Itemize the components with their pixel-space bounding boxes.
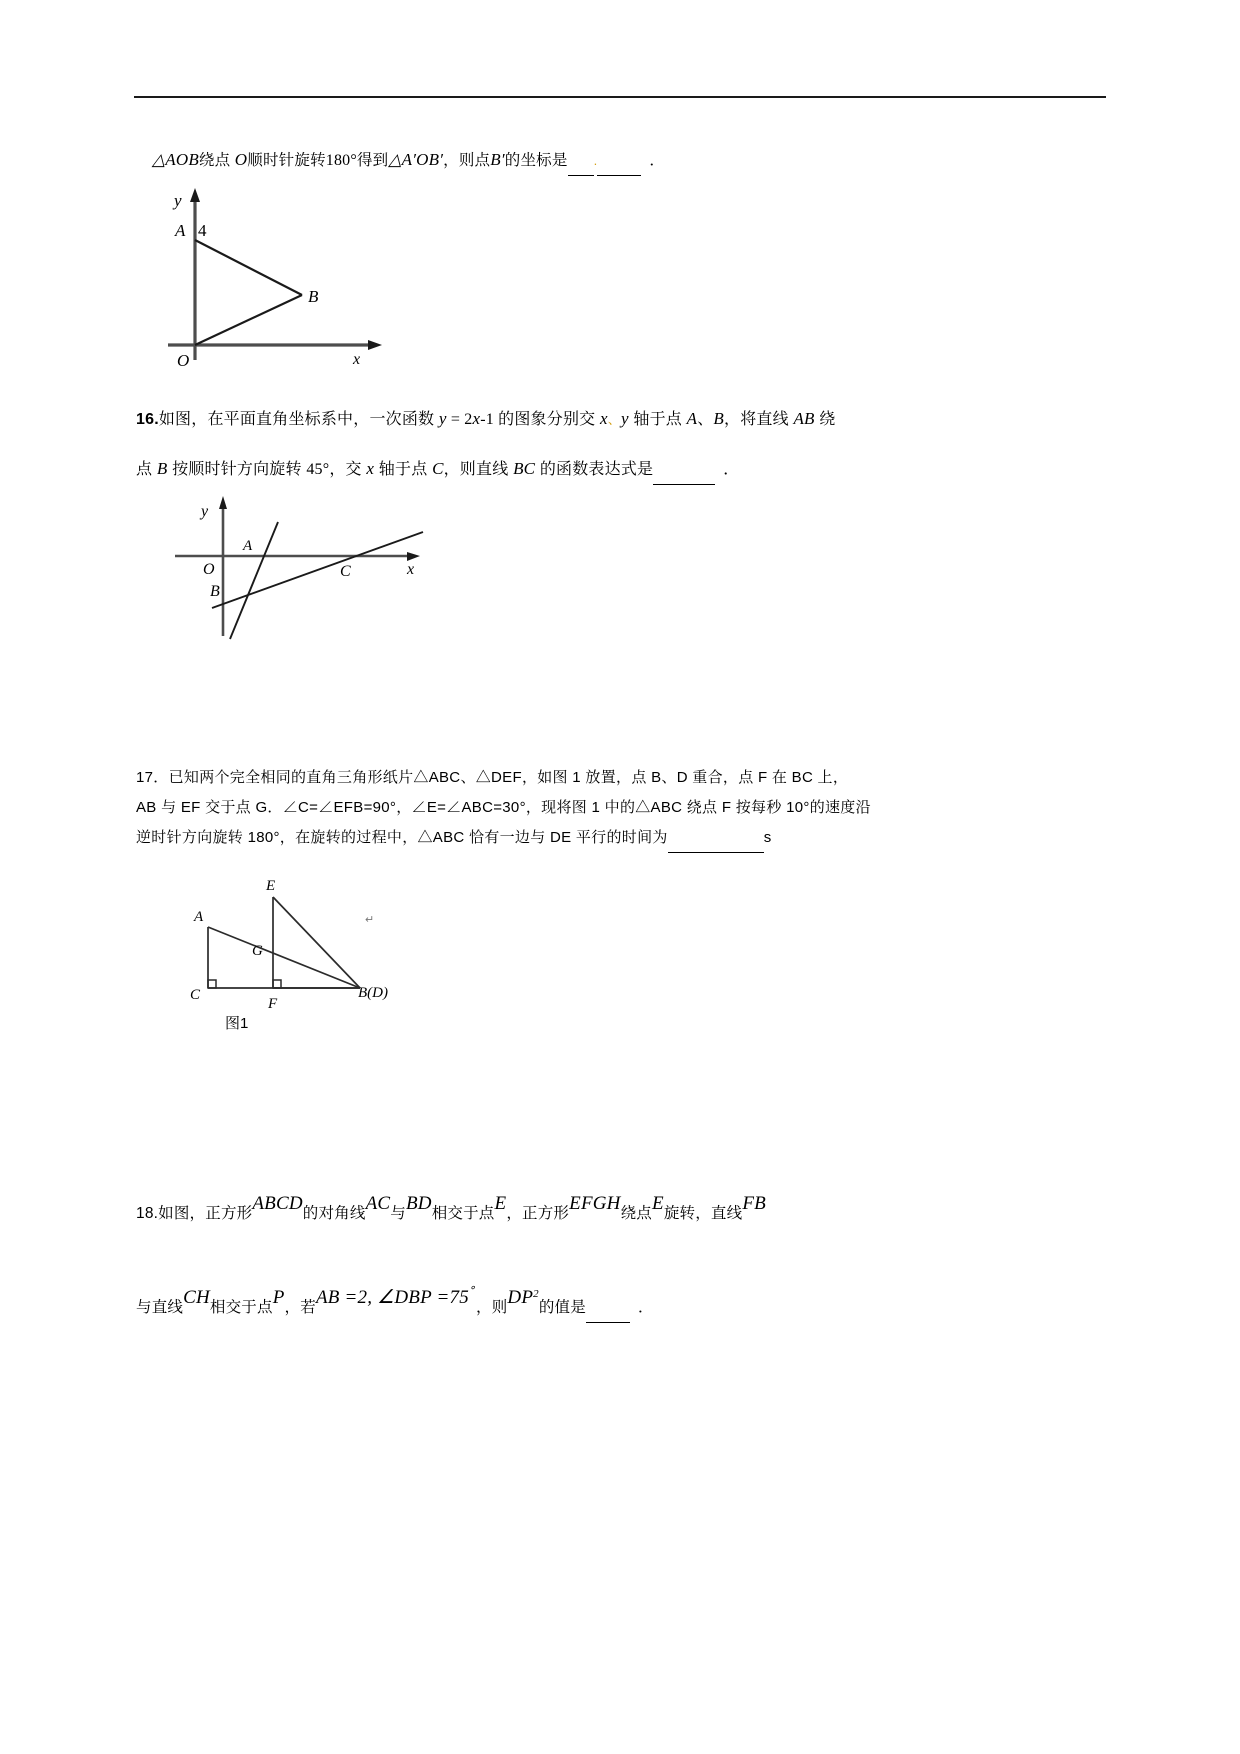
q18-answer-blank[interactable] xyxy=(586,1307,630,1323)
q16-l2-axis-x: x xyxy=(366,459,375,478)
q18-point-p: P xyxy=(272,1287,285,1309)
q16-l1-p13: ，将直线 xyxy=(724,411,794,428)
q17-label-F: F xyxy=(268,996,278,1012)
q15-cjk-4: ，则点 xyxy=(443,152,491,169)
q18-l2-p9: 的值是 xyxy=(538,1299,586,1317)
q18-l1-p2: 的对角线 xyxy=(302,1205,366,1222)
q15-answer-blank-1[interactable] xyxy=(568,160,594,176)
q17-line3-text: 逆时针方向旋转 180°，在旋转的过程中，△ABC 恰有一边与 DE 平行的时间为 xyxy=(136,829,668,846)
q17-line3 xyxy=(136,823,772,853)
q18-line2 xyxy=(136,1282,654,1323)
q16-angle-45: 45° xyxy=(306,461,330,478)
q17-unit-seconds: s xyxy=(763,829,772,846)
q16-var-y: y xyxy=(438,409,447,428)
q15-cjk-3: 得到 xyxy=(356,152,389,169)
q18-l1-p6: 相交于点 xyxy=(431,1205,495,1222)
q16-l1-p5: 的图象分别交 xyxy=(498,411,601,428)
q15-tri-aob-prime: △A′OB′ xyxy=(388,150,444,169)
q15-period: ． xyxy=(649,152,666,169)
q18-given-conditions: AB =2, ∠DBP =75 xyxy=(315,1287,469,1309)
q18-line1 xyxy=(136,1193,766,1229)
q17-label-G: G xyxy=(252,943,263,959)
q16-line1: 16.如图，在平面直角坐标系中，一次函数 y = 2x-1 的图象分别交 x、y 轴于点 A、B，将直线 AB 绕 xyxy=(136,409,836,428)
q15-cjk-2: 顺时针旋转 xyxy=(247,152,326,169)
q16-l2-p4: ，交 xyxy=(329,461,367,478)
q18-l2-p6: ，则 xyxy=(476,1299,508,1317)
q15-label-O: O xyxy=(177,351,190,370)
q16-line-ab: AB xyxy=(793,409,815,428)
q16-label-C: C xyxy=(340,563,351,580)
q18-diag-bd: BD xyxy=(405,1193,432,1214)
q18-l2-p2: 相交于点 xyxy=(209,1299,273,1317)
q17-answer-blank[interactable] xyxy=(668,838,764,853)
q16-point-c: C xyxy=(432,459,444,478)
q18-l1-p8: ，正方形 xyxy=(506,1205,570,1222)
q15-figure xyxy=(150,178,410,373)
q16-l2-p6: 轴于点 xyxy=(374,461,433,478)
q17-label-C: C xyxy=(190,987,201,1003)
q15-label-A: A xyxy=(175,221,186,240)
q16-var-x: x xyxy=(472,409,481,428)
q16-l1-p9: 轴于点 xyxy=(628,411,687,428)
q15-answer-blank-2[interactable] xyxy=(597,160,641,176)
q15-label-B: B xyxy=(308,287,319,306)
q17-figure xyxy=(160,875,480,1040)
q17-stray-mark: ↵ xyxy=(365,914,375,926)
q17-figure-caption: 图1 xyxy=(225,1015,249,1032)
q18-l1-p10: 绕点 xyxy=(620,1205,653,1222)
q15-dot-mark: . xyxy=(593,153,598,168)
q16-l2-p10: 的函数表达式是 xyxy=(535,461,654,478)
q17-line2 xyxy=(136,793,871,823)
q18-l2-p0: 与直线 xyxy=(136,1299,184,1317)
q15-point-b-prime: B′ xyxy=(490,150,505,169)
q18-point-e2: E xyxy=(652,1193,664,1214)
header-rule xyxy=(134,96,1106,98)
q18-point-e1: E xyxy=(494,1193,507,1214)
q16-minus-1: -1 xyxy=(480,411,499,428)
q15-label-x: x xyxy=(353,351,361,368)
q18-l2-p4: ，若 xyxy=(284,1299,316,1317)
q16-axis-x: x xyxy=(600,409,608,428)
q16-l1-p15: 绕 xyxy=(814,411,836,428)
q16-line2 xyxy=(136,454,739,485)
q16-figure xyxy=(155,484,445,644)
q17-label-BD: B(D) xyxy=(358,985,388,1001)
q15-angle-180: 180° xyxy=(325,152,357,169)
q16-label-y: y xyxy=(201,503,209,520)
q15-tri-aob: △AOB xyxy=(152,150,199,169)
q18-square-abcd: ABCD xyxy=(252,1193,303,1214)
q15-statement xyxy=(152,145,665,176)
q17-line1 xyxy=(136,763,848,793)
q15-cjk-5: 的坐标是 xyxy=(504,152,568,169)
q18-l1-p0: 如图，正方形 xyxy=(158,1205,253,1222)
q15-label-4: 4 xyxy=(198,221,207,240)
q16-l1-p0: 如图，在平面直角坐标系中，一次函数 xyxy=(158,411,439,428)
q18-l1-p4: 与 xyxy=(390,1205,406,1222)
q16-label-B: B xyxy=(210,583,220,600)
q18-degree-tick: ∘ xyxy=(468,1282,477,1294)
q18-line-ch: CH xyxy=(183,1287,210,1309)
q16-l2-p0: 点 xyxy=(136,461,157,478)
q16-axis-y: y xyxy=(620,409,629,428)
q18-l1-p12: 旋转，直线 xyxy=(663,1205,743,1222)
q16-answer-blank[interactable] xyxy=(653,469,715,485)
q18-square-efgh: EFGH xyxy=(569,1193,621,1214)
q17-label-A: A xyxy=(194,909,204,925)
q15-label-y: y xyxy=(174,191,182,210)
q18-number: 18. xyxy=(136,1205,159,1222)
q15-cjk-1: 绕点 xyxy=(198,152,231,169)
q16-period: ． xyxy=(723,461,740,478)
q16-l1-p11: 、 xyxy=(697,411,714,428)
q16-label-O: O xyxy=(203,561,215,578)
q16-eq-2: = 2 xyxy=(446,411,473,428)
q17-label-E: E xyxy=(266,878,276,894)
q15-point-o: O xyxy=(234,150,248,169)
q16-point-b: B xyxy=(713,409,725,428)
q16-point-a: A xyxy=(686,409,698,428)
q16-number: 16. xyxy=(136,411,159,428)
q18-diag-ac: AC xyxy=(365,1193,391,1214)
q18-period: ． xyxy=(637,1299,654,1317)
q18-dp: DP xyxy=(507,1287,534,1309)
q18-line-fb: FB xyxy=(742,1193,766,1214)
q16-l2-p8: ，则直线 xyxy=(443,461,514,478)
q17-line1-text: 已知两个完全相同的直角三角形纸片△ABC、△DEF，如图 1 放置，点 B、D 重合，点 F 在 BC 上， xyxy=(168,769,849,786)
q16-line-bc: BC xyxy=(513,459,536,478)
q17-number: 17． xyxy=(136,769,169,786)
q16-l2-p2: 按顺时针方向旋转 xyxy=(167,461,307,478)
q16-label-x: x xyxy=(407,561,415,578)
q18-dp-exponent: 2 xyxy=(533,1288,539,1300)
q17-line2-text: AB 与 EF 交于点 G．∠C=∠EFB=90°，∠E=∠ABC=30°，现将图 1 中的△ABC 绕点 F 按每秒 10°的速度沿 xyxy=(136,799,871,816)
q16-l2-point-b: B xyxy=(156,459,168,478)
q16-label-A: A xyxy=(243,538,253,554)
